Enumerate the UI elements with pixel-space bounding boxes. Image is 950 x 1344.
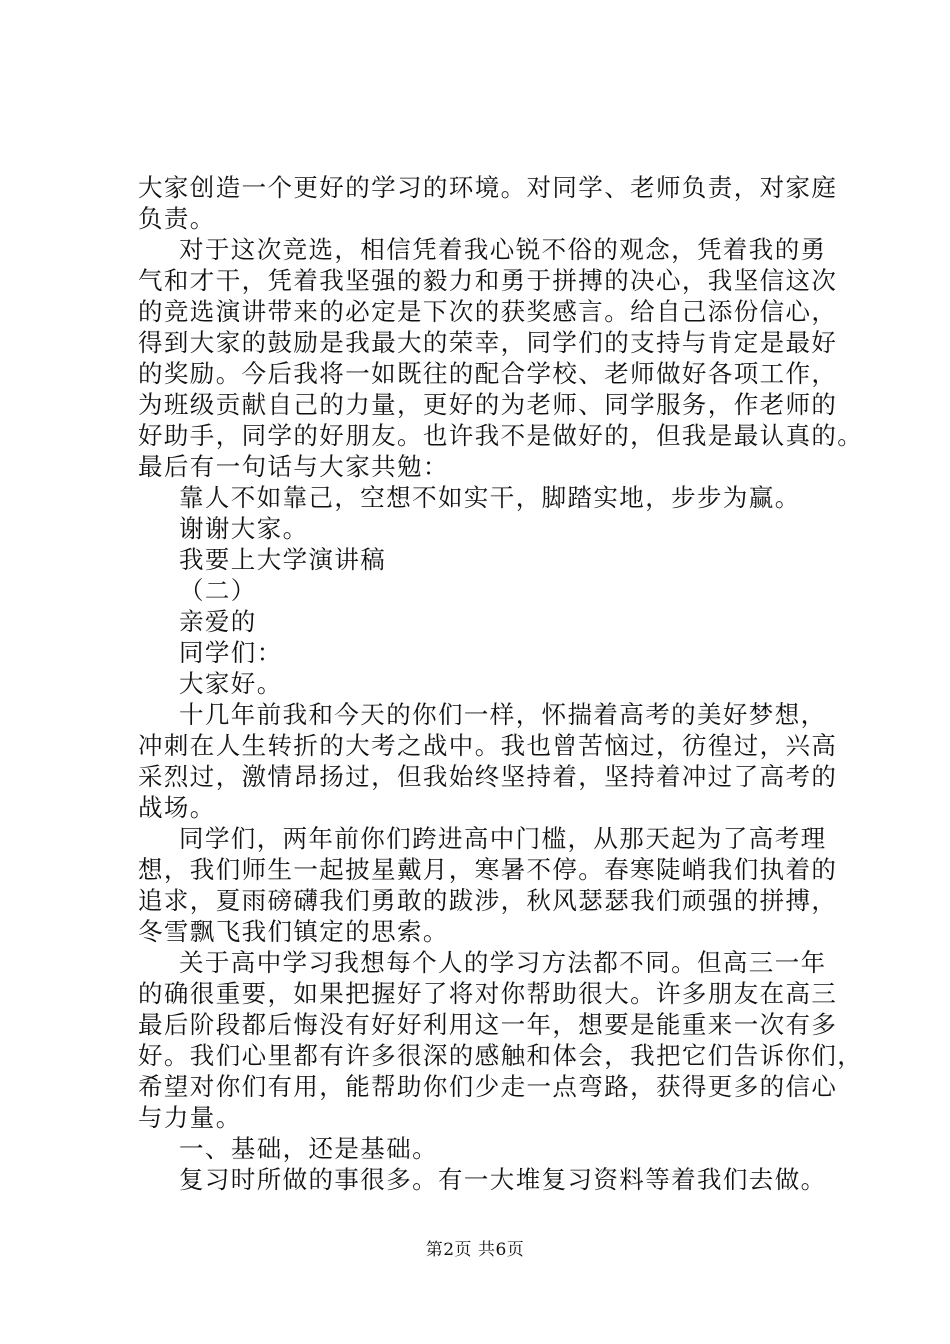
text-line: 想，我们师生一起披星戴月，寒暑不停。春寒陡峭我们执着的 — [138, 855, 838, 884]
text-line: 得到大家的鼓励是我最大的荣幸，同学们的支持与肯定是最好 — [138, 328, 838, 357]
text-line: 亲爱的 — [179, 607, 257, 636]
text-line: 的竞选演讲带来的必定是下次的获奖感言。给自己添份信心， — [138, 297, 838, 326]
text-line: 谢谢大家。 — [179, 514, 309, 543]
text-line: 采烈过，激情昂扬过，但我始终坚持着，坚持着冲过了高考的 — [138, 762, 838, 791]
text-line: 的确很重要，如果把握好了将对你帮助很大。许多朋友在高三 — [138, 979, 838, 1008]
text-line: 为班级贡献自己的力量，更好的为老师、同学服务，作老师的 — [138, 390, 838, 419]
text-line: 负责。 — [138, 204, 216, 233]
text-line: 关于高中学习我想每个人的学习方法都不同。但高三一年 — [179, 948, 827, 977]
text-line: 追求，夏雨磅礴我们勇敢的跋涉，秋风瑟瑟我们顽强的拼搏， — [138, 886, 838, 915]
text-line: 与力量。 — [138, 1103, 242, 1132]
text-line: 气和才干，凭着我坚强的毅力和勇于拼搏的决心，我坚信这次 — [138, 266, 838, 295]
text-line: 好助手，同学的好朋友。也许我不是做好的，但我是最认真的。 — [138, 421, 864, 450]
text-line: 同学们，两年前你们跨进高中门槛，从那天起为了高考理 — [179, 824, 827, 853]
text-line: 大家创造一个更好的学习的环境。对同学、老师负责，对家庭 — [138, 173, 838, 202]
text-line: 战场。 — [138, 793, 216, 822]
text-line: 大家好。 — [179, 669, 283, 698]
text-line: 冲刺在人生转折的大考之战中。我也曾苦恼过，彷徨过，兴高 — [138, 731, 838, 760]
page-footer: 第2页 共6页 — [425, 1240, 525, 1260]
text-line: 最后阶段都后悔没有好好利用这一年，想要是能重来一次有多 — [138, 1010, 838, 1039]
text-line: 的奖励。今后我将一如既往的配合学校、老师做好各项工作， — [138, 359, 838, 388]
text-line: 我要上大学演讲稿 — [179, 545, 387, 574]
text-line: （二） — [179, 576, 257, 605]
text-line: 复习时所做的事很多。有一大堆复习资料等着我们去做。 — [179, 1165, 827, 1194]
text-line: 希望对你们有用，能帮助你们少走一点弯路，获得更多的信心 — [138, 1072, 838, 1101]
document-body — [138, 172, 864, 1195]
text-line: 好。我们心里都有许多很深的感触和体会，我把它们告诉你们， — [138, 1041, 864, 1070]
text-line: 同学们： — [179, 638, 283, 667]
text-line: 十几年前我和今天的你们一样，怀揣着高考的美好梦想， — [179, 700, 827, 729]
text-line: 最后有一句话与大家共勉： — [138, 452, 449, 481]
text-line: 对于这次竞选，相信凭着我心锐不俗的观念，凭着我的勇 — [179, 235, 827, 264]
text-line: 冬雪飘飞我们镇定的思索。 — [138, 917, 449, 946]
text-line: 一、基础，还是基础。 — [179, 1134, 438, 1163]
text-line: 靠人不如靠己，空想不如实干，脚踏实地，步步为赢。 — [179, 483, 801, 512]
